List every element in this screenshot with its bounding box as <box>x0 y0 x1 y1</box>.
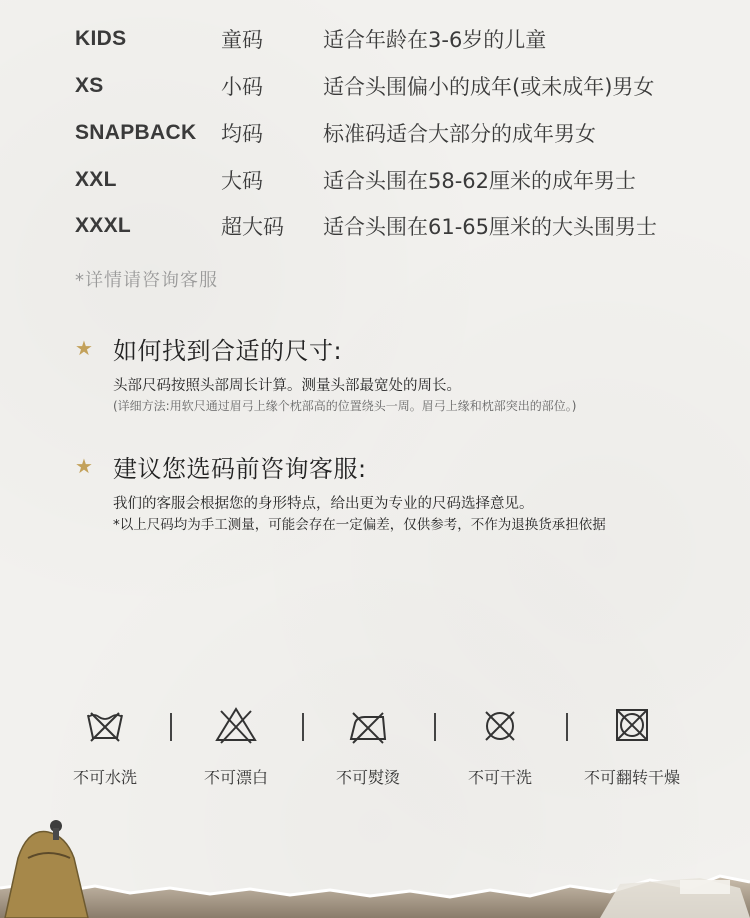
care-item-no-wash <box>40 705 170 788</box>
section-line: 头部尺码按照头部周长计算。测量头部最宽处的周长。 <box>113 378 461 394</box>
size-name: 小码 <box>221 75 263 99</box>
care-label: 不可翻转干燥 <box>583 768 680 787</box>
section-detail: (详细方法:用软尺通过眉弓上缘个枕部高的位置绕头一周。眉弓上缘和枕部突出的部位。) <box>113 399 577 413</box>
size-code: XS <box>75 74 104 97</box>
section-disclaimer: *以上尺码均为手工测量，可能会存在一定偏差，仅供参考，不作为退换货承担依据 <box>113 517 606 533</box>
size-desc: 适合头围偏小的成年(或未成年)男女 <box>323 75 655 99</box>
size-name: 均码 <box>221 122 263 146</box>
size-row-snapback <box>75 116 596 150</box>
care-label: 不可漂白 <box>203 768 268 787</box>
care-label: 不可干洗 <box>467 768 532 787</box>
no-wash-icon <box>85 705 125 745</box>
size-row-xs <box>75 69 654 103</box>
star-icon: ★ <box>75 336 93 360</box>
size-code: XXL <box>75 168 117 191</box>
size-name: 大码 <box>221 169 263 193</box>
section-find-size <box>75 330 577 413</box>
section-consult <box>75 448 606 533</box>
size-row-kids <box>75 22 546 56</box>
torn-photo-strip <box>0 818 750 918</box>
care-label: 不可水洗 <box>72 768 137 787</box>
size-desc: 标准码适合大部分的成年男女 <box>323 122 596 146</box>
no-bleach-icon <box>213 705 259 745</box>
no-iron-icon <box>345 705 391 745</box>
care-label: 不可熨烫 <box>335 768 400 787</box>
size-row-xxl <box>75 163 636 197</box>
consult-note: *详情请咨询客服 <box>75 270 218 291</box>
size-row-xxxl <box>75 209 657 243</box>
no-tumble-dry-icon <box>612 705 652 745</box>
bag-shape <box>5 832 88 918</box>
size-name: 童码 <box>221 28 263 52</box>
care-item-no-bleach <box>171 705 301 788</box>
no-dry-clean-icon <box>480 705 520 745</box>
size-desc: 适合头围在58-62厘米的成年男士 <box>323 169 637 193</box>
star-icon: ★ <box>75 454 93 478</box>
size-code: XXXL <box>75 214 132 237</box>
care-instructions <box>0 705 750 805</box>
section-title: 如何找到合适的尺寸: <box>113 336 343 365</box>
size-name: 超大码 <box>221 215 284 239</box>
care-item-no-tumble-dry <box>567 705 697 788</box>
section-title: 建议您选码前咨询客服: <box>113 454 367 483</box>
size-desc: 适合头围在61-65厘米的大头围男士 <box>323 215 658 239</box>
size-code: SNAPBACK <box>75 121 197 144</box>
care-item-no-dry-clean <box>435 705 565 788</box>
section-line: 我们的客服会根据您的身形特点，给出更为专业的尺码选择意见。 <box>113 496 534 512</box>
size-code: KIDS <box>75 27 127 50</box>
care-item-no-iron <box>303 705 433 788</box>
size-desc: 适合年龄在3-6岁的儿童 <box>323 28 547 52</box>
